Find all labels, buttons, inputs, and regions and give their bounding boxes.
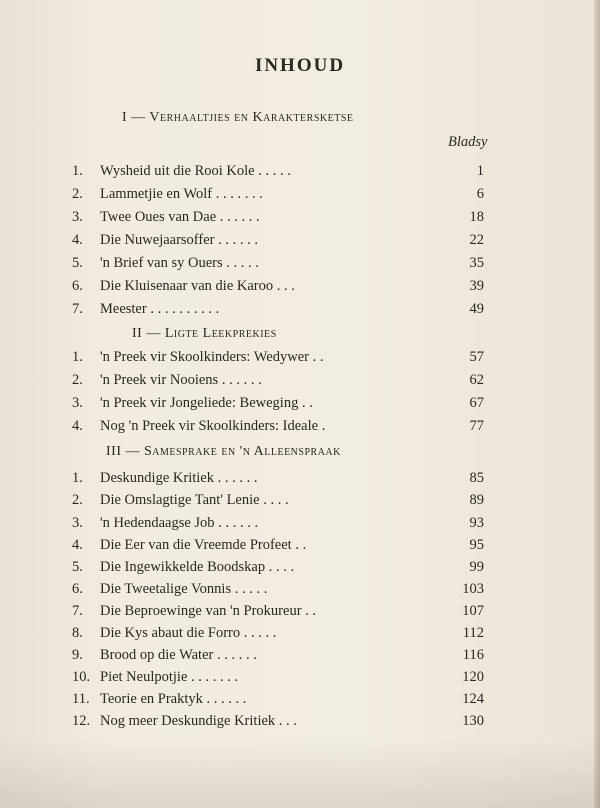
entry-page: 124 — [462, 691, 484, 707]
toc-entry — [64, 252, 484, 274]
entry-page: 49 — [469, 301, 484, 317]
entry-number: 10. — [72, 669, 91, 685]
entry-number: 2. — [72, 492, 83, 508]
entry-title: Die Kys abaut die Forro . . . . . — [100, 625, 277, 641]
entry-leader-dots: . . . — [276, 278, 295, 294]
section-heading: II — Ligte Leekprekies — [132, 326, 277, 341]
entry-number: 6. — [72, 278, 83, 294]
entry-title: 'n Preek vir Nooiens . . . . . . — [100, 372, 262, 388]
toc-entry — [64, 346, 484, 368]
entry-title: Deskundige Kritiek . . . . . . — [100, 470, 258, 486]
toc-entry — [64, 415, 484, 437]
entry-page: 93 — [469, 515, 484, 531]
entry-page: 107 — [462, 603, 484, 619]
entry-number: 2. — [72, 372, 83, 388]
page-shadow — [0, 738, 600, 808]
toc-entry — [64, 534, 484, 556]
page-column-label: Bladsy — [448, 134, 488, 150]
entry-page: 62 — [469, 372, 484, 388]
entry-number: 3. — [72, 395, 83, 411]
entry-title: Wysheid uit die Rooi Kole . . . . . — [100, 163, 291, 179]
entry-page: 35 — [469, 255, 484, 271]
entry-page: 85 — [469, 470, 484, 486]
entry-title: Die Beproewinge van 'n Prokureur . . — [100, 603, 317, 619]
entry-title: Die Ingewikkelde Boodskap . . . . — [100, 559, 295, 575]
entry-leader-dots: . . — [305, 603, 317, 619]
toc-entry — [64, 229, 484, 251]
entry-leader-dots: . . . . . . — [218, 515, 259, 531]
entry-title: 'n Preek vir Skoolkinders: Wedywer . . — [100, 349, 324, 365]
entry-number: 4. — [72, 232, 83, 248]
toc-entry — [64, 512, 484, 534]
entry-title: Die Nuwejaarsoffer . . . . . . — [100, 232, 258, 248]
entry-title: Piet Neulpotjie . . . . . . . — [100, 669, 239, 685]
entry-page: 89 — [469, 492, 484, 508]
entry-leader-dots: . . . . — [268, 559, 295, 575]
page-title: INHOUD — [254, 55, 346, 76]
entry-title: Meester . . . . . . . . . . — [100, 301, 220, 317]
entry-page: 6 — [476, 186, 484, 202]
entry-title: Die Omslagtige Tant' Lenie . . . . — [100, 492, 289, 508]
toc-entry — [64, 578, 484, 600]
entry-leader-dots: . . . . . — [258, 163, 291, 179]
entry-leader-dots: . . . . . . — [217, 470, 258, 486]
entry-leader-dots: . . — [301, 395, 313, 411]
entry-leader-dots: . . . . . . . — [215, 186, 263, 202]
entry-title: 'n Preek vir Jongeliede: Beweging . . — [100, 395, 313, 411]
entry-title: Die Tweetalige Vonnis . . . . . — [100, 581, 268, 597]
entry-title: Nog 'n Preek vir Skoolkinders: Ideale . — [100, 418, 326, 434]
entry-leader-dots: . . . . . . . — [191, 669, 239, 685]
toc-entry — [64, 298, 484, 320]
toc-entry — [64, 392, 484, 414]
entry-number: 2. — [72, 186, 83, 202]
entry-leader-dots: . . — [295, 537, 307, 553]
toc-entry — [64, 369, 484, 391]
toc-entry — [64, 206, 484, 228]
entry-leader-dots: . . . . . . — [221, 372, 262, 388]
entry-leader-dots: . . . . . — [234, 581, 268, 597]
entry-page: 120 — [462, 669, 484, 685]
entry-leader-dots: . . . . . . — [206, 691, 247, 707]
entry-page: 1 — [476, 163, 484, 179]
entry-number: 5. — [72, 559, 83, 575]
entry-leader-dots: . . . . . . — [216, 647, 257, 663]
entry-number: 7. — [72, 603, 83, 619]
entry-number: 5. — [72, 255, 83, 271]
toc-entry — [64, 556, 484, 578]
entry-title: Brood op die Water . . . . . . — [100, 647, 257, 663]
entry-title: Teorie en Praktyk . . . . . . — [100, 691, 247, 707]
entry-number: 4. — [72, 418, 83, 434]
entry-number: 1. — [72, 349, 83, 365]
page-edge — [594, 0, 600, 808]
entry-title: Twee Oues van Dae . . . . . . — [100, 209, 260, 225]
entry-leader-dots: . . . — [278, 713, 297, 729]
entry-number: 8. — [72, 625, 83, 641]
entry-number: 3. — [72, 209, 83, 225]
toc-entry — [64, 710, 484, 732]
entry-page: 77 — [469, 418, 484, 434]
entry-page: 130 — [462, 713, 484, 729]
entry-leader-dots: . . . . . — [243, 625, 277, 641]
entry-page: 39 — [469, 278, 484, 294]
entry-title: 'n Brief van sy Ouers . . . . . — [100, 255, 259, 271]
entry-page: 57 — [469, 349, 484, 365]
entry-number: 3. — [72, 515, 83, 531]
entry-leader-dots: . — [321, 418, 326, 434]
section-heading: III — Samesprake en 'n Alleenspraak — [106, 444, 341, 459]
entry-leader-dots: . . — [312, 349, 324, 365]
entry-number: 12. — [72, 713, 91, 729]
entry-number: 1. — [72, 470, 83, 486]
entry-title: Nog meer Deskundige Kritiek . . . — [100, 713, 297, 729]
entry-page: 103 — [462, 581, 484, 597]
entry-title: 'n Hedendaagse Job . . . . . . — [100, 515, 259, 531]
entry-leader-dots: . . . . . . — [219, 209, 260, 225]
entry-title: Die Kluisenaar van die Karoo . . . — [100, 278, 295, 294]
entry-page: 18 — [469, 209, 484, 225]
toc-entry — [64, 467, 484, 489]
toc-entry — [64, 666, 484, 688]
entry-leader-dots: . . . . — [263, 492, 289, 508]
section-heading: I — Verhaaltjies en Karaktersketse — [122, 110, 354, 125]
entry-number: 6. — [72, 581, 83, 597]
toc-entry — [64, 160, 484, 182]
entry-page: 99 — [469, 559, 484, 575]
entry-title: Die Eer van die Vreemde Profeet . . — [100, 537, 307, 553]
entry-leader-dots: . . . . . . . . . . — [150, 301, 220, 317]
entry-page: 22 — [469, 232, 484, 248]
entry-page: 95 — [469, 537, 484, 553]
entry-page: 116 — [462, 647, 484, 663]
toc-entry — [64, 688, 484, 710]
entry-number: 7. — [72, 301, 83, 317]
entry-title: Lammetjie en Wolf . . . . . . . — [100, 186, 263, 202]
entry-number: 9. — [72, 647, 83, 663]
entry-leader-dots: . . . . . . — [218, 232, 258, 248]
toc-entry — [64, 600, 484, 622]
entry-page: 112 — [462, 625, 484, 641]
entry-page: 67 — [469, 395, 484, 411]
entry-leader-dots: . . . . . — [226, 255, 259, 271]
toc-entry — [64, 275, 484, 297]
toc-entry — [64, 644, 484, 666]
entry-number: 4. — [72, 537, 83, 553]
entry-number: 11. — [72, 691, 90, 707]
toc-entry — [64, 622, 484, 644]
toc-entry — [64, 183, 484, 205]
toc-entry — [64, 489, 484, 511]
entry-number: 1. — [72, 163, 83, 179]
